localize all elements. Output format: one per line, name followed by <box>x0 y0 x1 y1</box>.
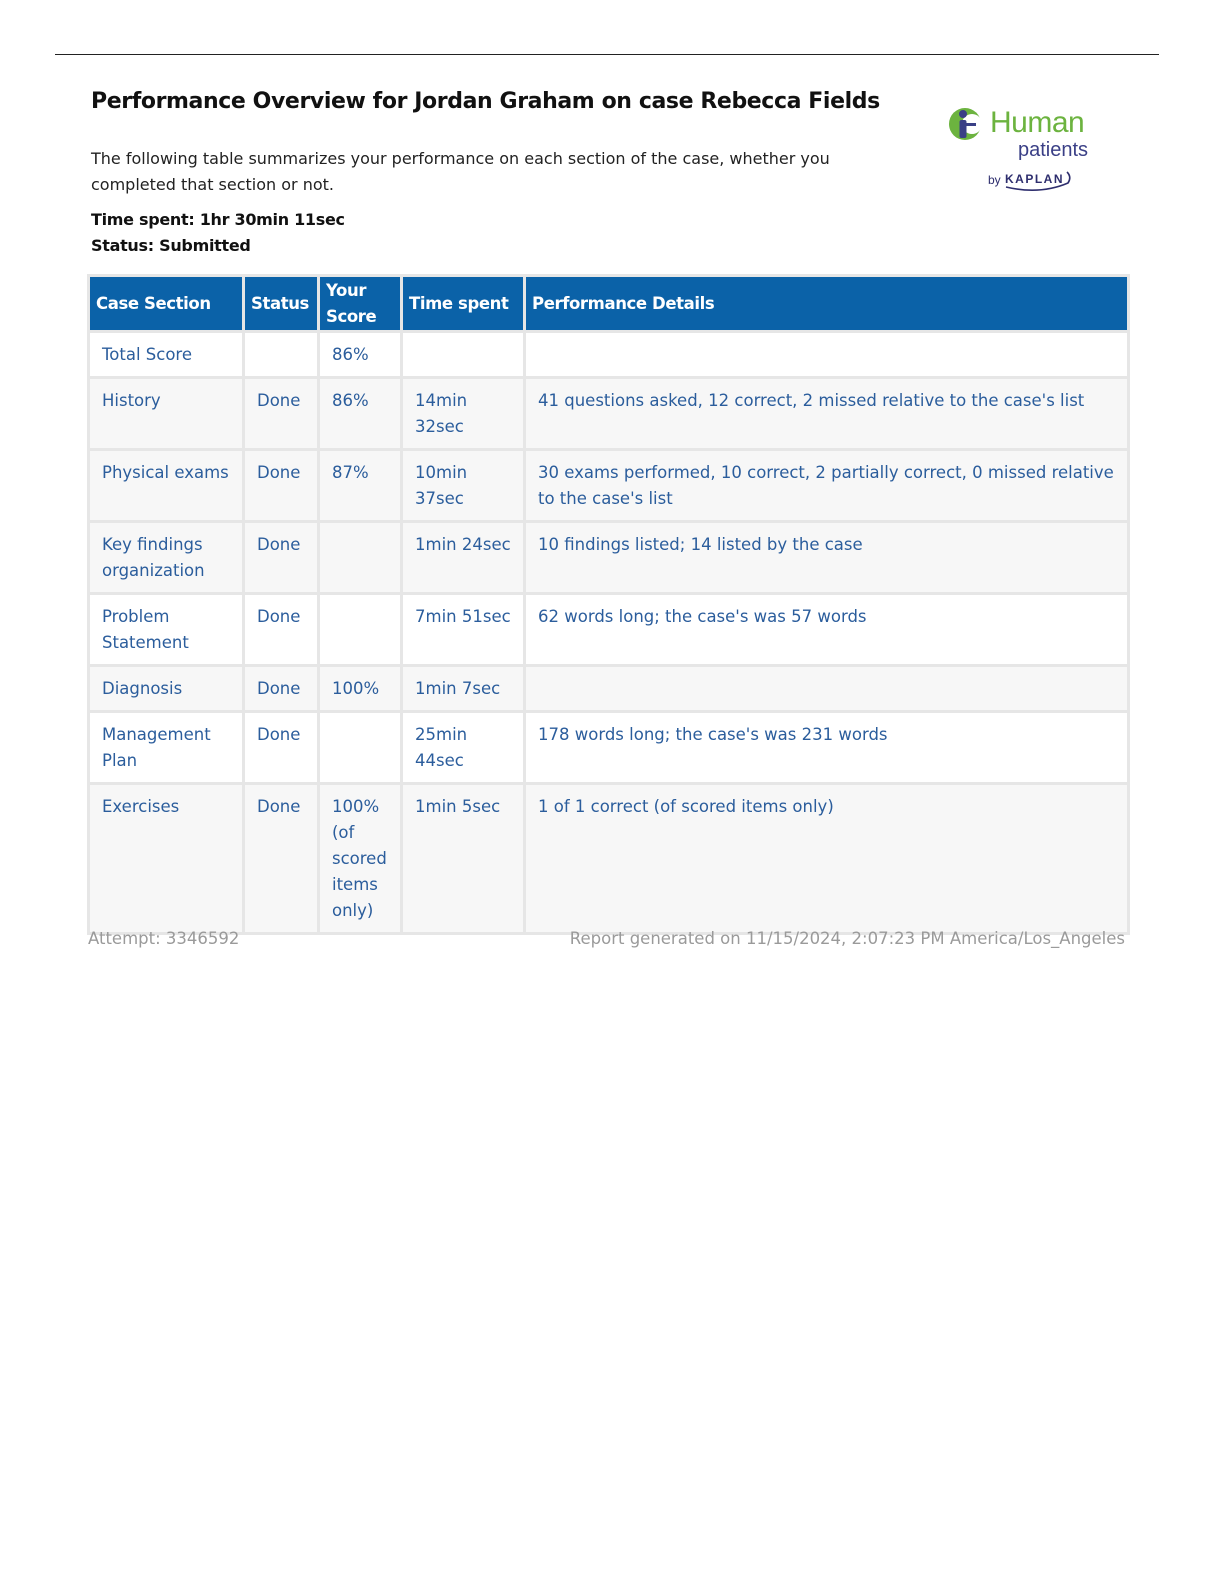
table-row <box>89 522 1129 594</box>
intro-text: The following table summarizes your performance on each section of the case, whether you completed that section or not. <box>91 149 830 194</box>
cell-details: 178 words long; the case's was 231 words <box>525 712 1129 784</box>
cell-details <box>525 332 1129 378</box>
report-generated-timestamp: Report generated on 11/15/2024, 2:07:23 PM America/Los_Angeles <box>569 929 1125 948</box>
cell-section: Physical exams <box>89 450 244 522</box>
ihuman-mark-icon <box>948 104 988 144</box>
cell-time <box>402 332 525 378</box>
cell-details: 10 findings listed; 14 listed by the case <box>525 522 1129 594</box>
top-divider <box>55 54 1159 55</box>
table-row <box>89 784 1129 934</box>
table-row <box>89 666 1129 712</box>
cell-details: 1 of 1 correct (of scored items only) <box>525 784 1129 934</box>
table-row <box>89 378 1129 450</box>
cell-time: 25min 44sec <box>402 712 525 784</box>
cell-section: Total Score <box>89 332 244 378</box>
cell-status <box>244 332 319 378</box>
kaplan-swoosh-icon <box>1004 168 1074 192</box>
cell-section: Management Plan <box>89 712 244 784</box>
logo-by-text: by <box>988 173 1001 187</box>
column-header-time-spent: Time spent <box>402 276 525 332</box>
column-header-your-score: Your Score <box>319 276 402 332</box>
column-header-case-section: Case Section <box>89 276 244 332</box>
cell-score: 87% <box>319 450 402 522</box>
table-header-row <box>89 276 1129 332</box>
table-row <box>89 450 1129 522</box>
cell-score <box>319 594 402 666</box>
cell-status: Done <box>244 712 319 784</box>
cell-time: 1min 5sec <box>402 784 525 934</box>
cell-time: 14min 32sec <box>402 378 525 450</box>
table-row <box>89 332 1129 378</box>
cell-status: Done <box>244 666 319 712</box>
cell-section: Exercises <box>89 784 244 934</box>
time-spent-total: Time spent: 1hr 30min 11sec <box>91 210 345 229</box>
cell-section: Problem Statement <box>89 594 244 666</box>
cell-status: Done <box>244 378 319 450</box>
cell-details: 41 questions asked, 12 correct, 2 missed relative to the case's list <box>525 378 1129 450</box>
cell-details <box>525 666 1129 712</box>
cell-status: Done <box>244 522 319 594</box>
cell-score <box>319 712 402 784</box>
cell-details: 30 exams performed, 10 correct, 2 partially correct, 0 missed relative to the case's list <box>525 450 1129 522</box>
cell-status: Done <box>244 450 319 522</box>
cell-status: Done <box>244 784 319 934</box>
cell-score: 86% <box>319 378 402 450</box>
cell-status: Done <box>244 594 319 666</box>
performance-table <box>87 274 1130 935</box>
cell-time: 10min 37sec <box>402 450 525 522</box>
cell-details: 62 words long; the case's was 57 words <box>525 594 1129 666</box>
cell-time: 1min 24sec <box>402 522 525 594</box>
logo-kaplan-text: KAPLAN <box>1005 172 1064 186</box>
cell-score: 100% (of scored items only) <box>319 784 402 934</box>
cell-time: 1min 7sec <box>402 666 525 712</box>
table-row <box>89 594 1129 666</box>
cell-score: 86% <box>319 332 402 378</box>
attempt-id: Attempt: 3346592 <box>88 929 240 948</box>
cell-section: History <box>89 378 244 450</box>
table-row <box>89 712 1129 784</box>
cell-section: Key findings organization <box>89 522 244 594</box>
logo-patients-text: patients <box>1018 139 1089 161</box>
cell-section: Diagnosis <box>89 666 244 712</box>
cell-score: 100% <box>319 666 402 712</box>
column-header-performance-details: Performance Details <box>525 276 1129 332</box>
logo-human-text: Human <box>990 106 1085 139</box>
summary-meta <box>91 207 345 259</box>
submission-status: Status: Submitted <box>91 236 251 255</box>
cell-time: 7min 51sec <box>402 594 525 666</box>
column-header-status: Status <box>244 276 319 332</box>
cell-score <box>319 522 402 594</box>
ihuman-logo <box>946 100 1116 200</box>
page-title: Performance Overview for Jordan Graham on case Rebecca Fields <box>91 89 880 114</box>
